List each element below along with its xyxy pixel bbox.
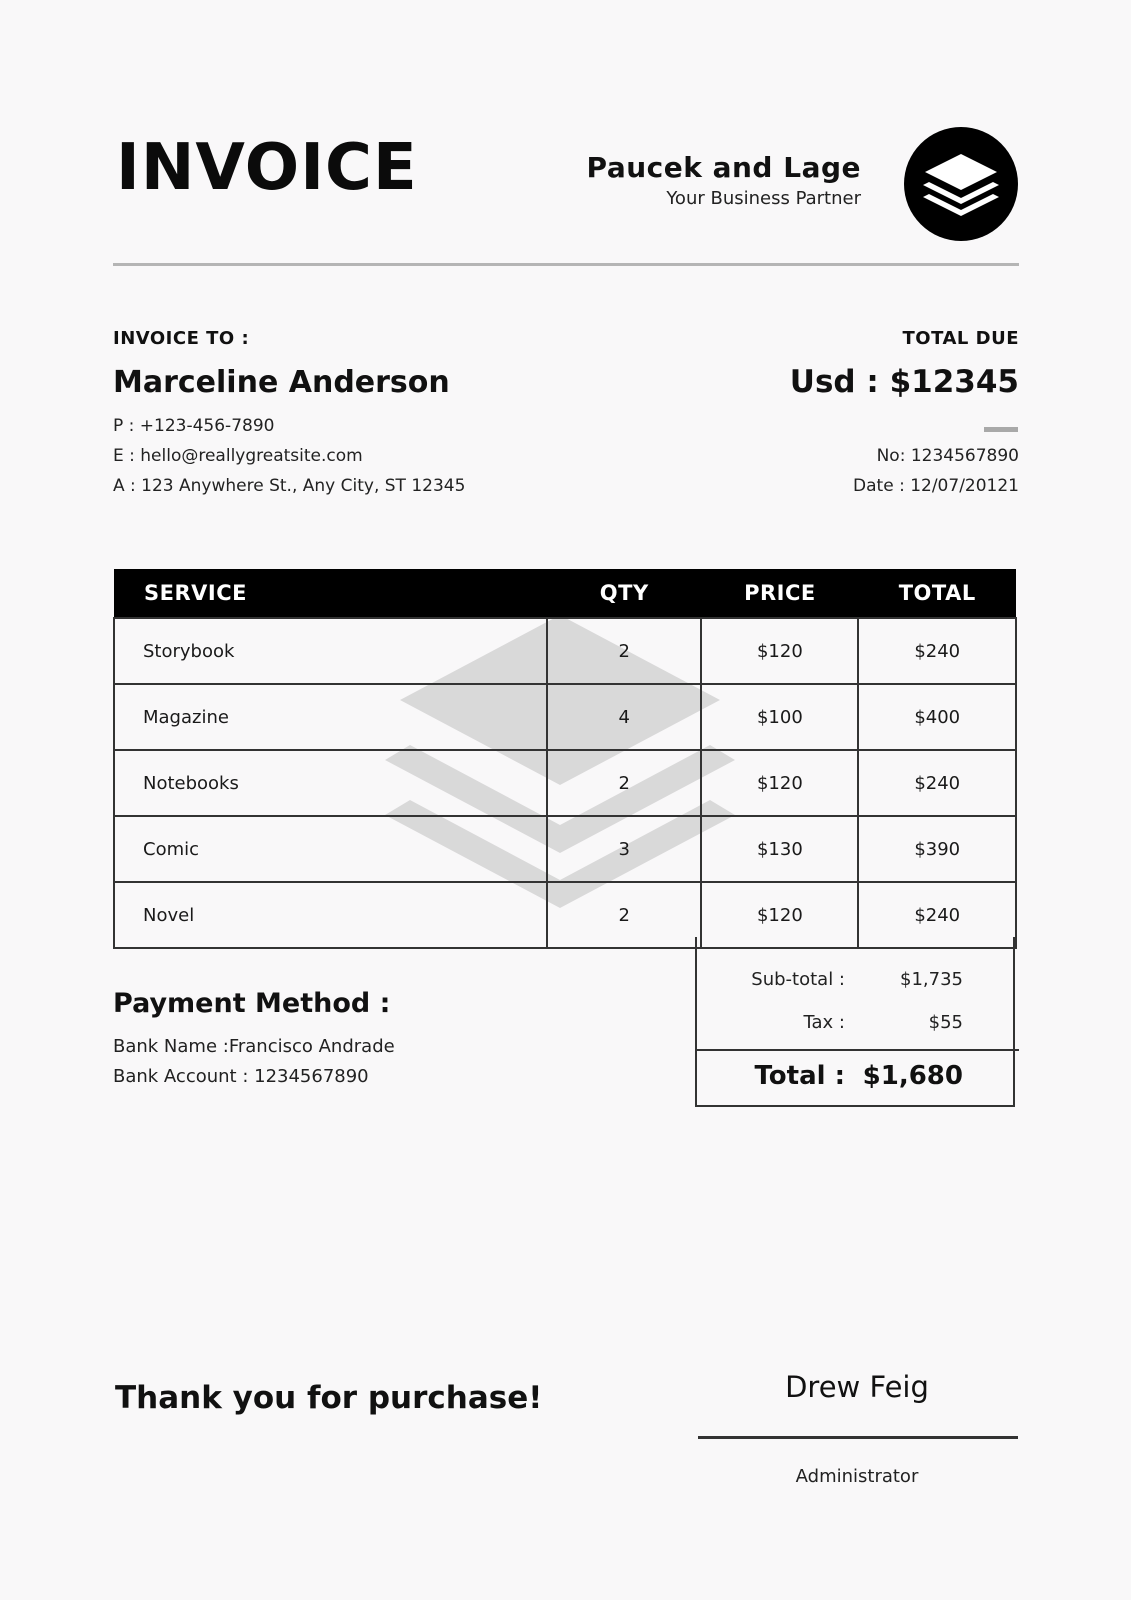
cell-price: $100 — [701, 684, 858, 750]
client-address: A : 123 Anywhere St., Any City, ST 12345 — [113, 476, 466, 496]
cell-qty: 2 — [547, 882, 701, 948]
total-due-label: TOTAL DUE — [902, 328, 1019, 349]
table-row — [114, 684, 1016, 750]
totals-divider — [695, 1049, 1019, 1051]
cell-service: Storybook — [114, 618, 547, 684]
subtotal-label: Sub-total : — [751, 969, 845, 990]
tax-label: Tax : — [803, 1012, 845, 1033]
cell-service: Magazine — [114, 684, 547, 750]
cell-price: $120 — [701, 882, 858, 948]
tax-value: $55 — [928, 1012, 963, 1033]
header-total: TOTAL — [858, 569, 1016, 618]
totals-box — [695, 937, 1015, 1107]
table-row — [114, 750, 1016, 816]
cell-total: $240 — [858, 750, 1016, 816]
table-row — [114, 882, 1016, 948]
cell-price: $130 — [701, 816, 858, 882]
items-table-wrap — [113, 569, 1017, 949]
company-name: Paucek and Lage — [586, 151, 861, 184]
grand-total-label: Total : — [754, 1061, 845, 1091]
invoice-title: INVOICE — [116, 131, 418, 205]
total-due-amount: Usd : $12345 — [789, 364, 1019, 400]
company-logo — [904, 127, 1018, 241]
items-table — [113, 569, 1017, 949]
cell-service: Novel — [114, 882, 547, 948]
layers-icon — [919, 150, 1003, 218]
bank-name: Bank Name :Francisco Andrade — [113, 1036, 395, 1057]
cell-qty: 3 — [547, 816, 701, 882]
due-dash — [984, 427, 1018, 432]
client-phone: P : +123-456-7890 — [113, 416, 275, 436]
company-tagline: Your Business Partner — [666, 187, 861, 209]
table-row — [114, 618, 1016, 684]
client-email: E : hello@reallygreatsite.com — [113, 446, 363, 466]
cell-total: $240 — [858, 618, 1016, 684]
cell-service: Comic — [114, 816, 547, 882]
header-qty: QTY — [547, 569, 701, 618]
invoice-number: No: 1234567890 — [876, 446, 1019, 466]
cell-qty: 4 — [547, 684, 701, 750]
signer-role: Administrator — [795, 1466, 919, 1487]
cell-qty: 2 — [547, 618, 701, 684]
cell-price: $120 — [701, 750, 858, 816]
grand-total-value: $1,680 — [862, 1061, 963, 1091]
subtotal-value: $1,735 — [900, 969, 963, 990]
payment-title: Payment Method : — [113, 988, 391, 1019]
company-block — [441, 153, 861, 209]
cell-total: $390 — [858, 816, 1016, 882]
invoice-date: Date : 12/07/20121 — [853, 476, 1019, 496]
cell-qty: 2 — [547, 750, 701, 816]
header-divider — [113, 263, 1019, 266]
table-header-row — [114, 569, 1016, 618]
client-name: Marceline Anderson — [113, 365, 450, 400]
thank-you-text: Thank you for purchase! — [115, 1380, 543, 1416]
signature-line — [698, 1436, 1018, 1439]
bank-account: Bank Account : 1234567890 — [113, 1066, 369, 1087]
header-service: SERVICE — [114, 569, 547, 618]
invoice-to-label: INVOICE TO : — [113, 328, 250, 349]
header-price: PRICE — [701, 569, 858, 618]
cell-total: $400 — [858, 684, 1016, 750]
table-row — [114, 816, 1016, 882]
signer-name: Drew Feig — [785, 1370, 929, 1404]
cell-service: Notebooks — [114, 750, 547, 816]
cell-price: $120 — [701, 618, 858, 684]
cell-total: $240 — [858, 882, 1016, 948]
